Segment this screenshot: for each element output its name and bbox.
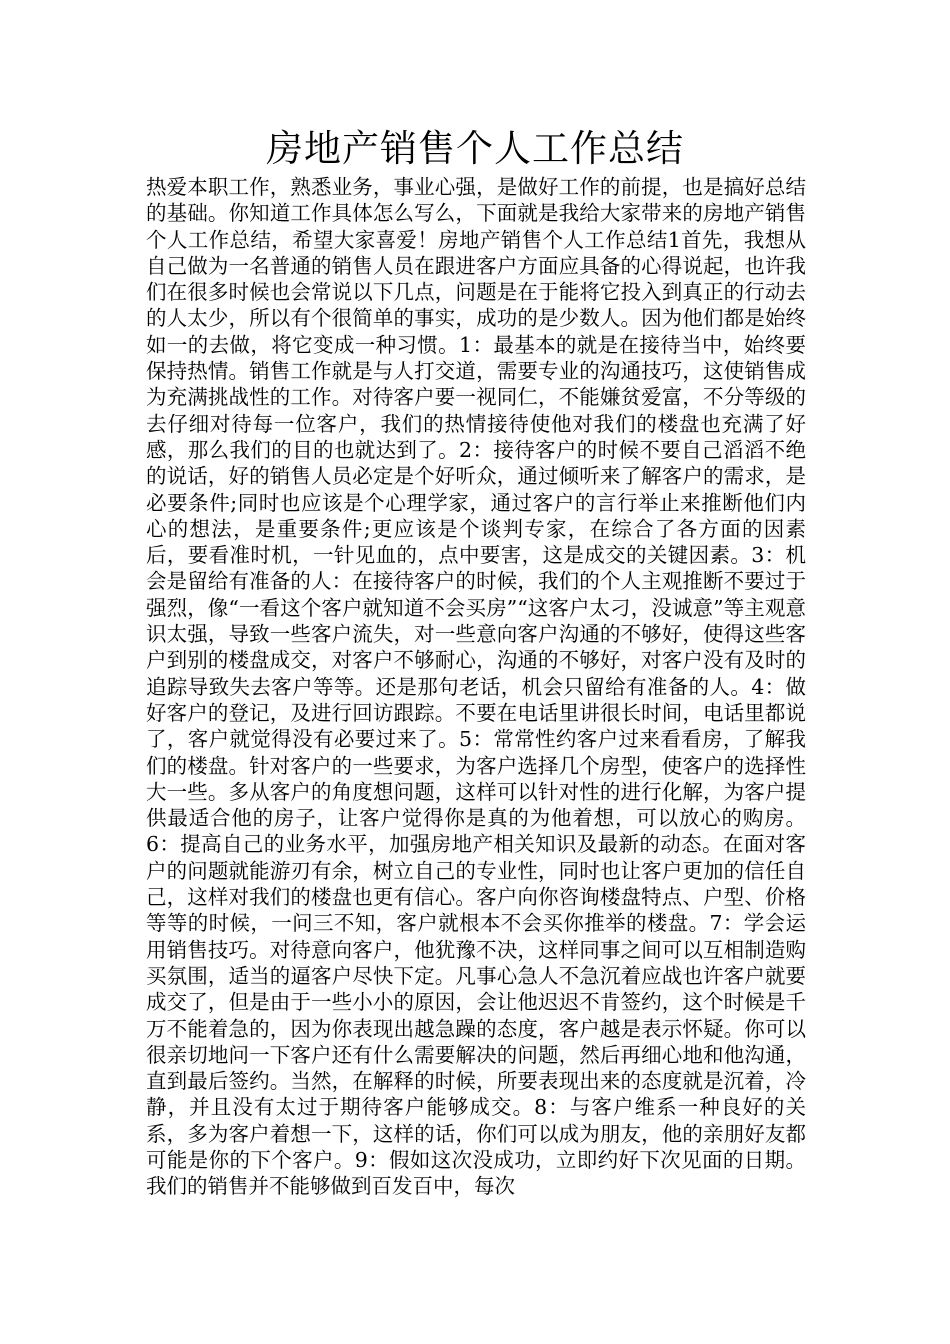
- document-title: 房地产销售个人工作总结: [266, 127, 684, 170]
- document-body: 热爱本职工作，熟悉业务，事业心强，是做好工作的前提，也是搞好总结的基础。你知道工作具体怎么写么，下面就是我给大家带来的房地产销售个人工作总结，希望大家喜爱！房地产销售个人工作总结1首先，我想从自己做为一名普通的销售人员在跟进客户方面应具备的心得说起，也许我们在很多时候也会常说以下几点，问题是在于能将它投入到真正的行动去的人太少，所以有个很简单的事实，成功的是少数人。因为他们都是始终如一的去做，将它变成一种习惯。1：最基本的就是在接待当中，始终要保持热情。销售工作就是与人打交道，需要专业的沟通技巧，这使销售成为充满挑战性的工作。对待客户要一视同仁，不能嫌贫爱富，不分等级的去仔细对待每一位客户，我们的热情接待使他对我们的楼盘也充满了好感，那么我们的目的也就达到了。2：接待客户的时候不要自己滔滔不绝的说话，好的销售人员必定是个好听众，通过倾听来了解客户的需求，是必要条件;同时也应该是个心理学家，通过客户的言行举止来推断他们内心的想法，是重要条件;更应该是个谈判专家，在综合了各方面的因素后，要看准时机，一针见血的，点中要害，这是成交的关键因素。3：机会是留给有准备的人：在接待客户的时候，我们的个人主观推断不要过于强烈，像“一看这个客户就知道不会买房”“这客户太刁，没诚意”等主观意识太强，导致一些客户流失，对一些意向客户沟通的不够好，使得这些客户到别的楼盘成交，对客户不够耐心，沟通的不够好，对客户没有及时的追踪导致失去客户等等。还是那句老话，机会只留给有准备的人。4：做好客户的登记，及进行回访跟踪。不要在电话里讲很长时间，电话里都说了，客户就觉得没有必要过来了。5：常常性约客户过来看看房，了解我们的楼盘。针对客户的一些要求，为客户选择几个房型，使客户的选择性大一些。多从客户的角度想问题，这样可以针对性的进行化解，为客户提供最适合他的房子，让客户觉得你是真的为他着想，可以放心的购房。6：提高自己的业务水平，加强房地产相关知识及最新的动态。在面对客户的问题就能游刃有余，树立自己的专业性，同时也让客户更加的信任自己，这样对我们的楼盘也更有信心。客户向你咨询楼盘特点、户型、价格等等的时候，一问三不知，客户就根本不会买你推举的楼盘。7：学会运用销售技巧。对待意向客户，他犹豫不决，这样同事之间可以互相制造购买氛围，适当的逼客户尽快下定。凡事心急人不急沉着应战也许客户就要成交了，但是由于一些小小的原因，会让他迟迟不肯签约，这个时候是千万不能着急的，因为你表现出越急躁的态度，客户越是表示怀疑。你可以很亲切地问一下客户还有什么需要解决的问题，然后再细心地和他沟通，直到最后签约。当然，在解释的时候，所要表现出来的态度就是沉着，冷静，并且没有太过于期待客户能够成交。8：与客户维系一种良好的关系，多为客户着想一下，这样的话，你们可以成为朋友，他的亲朋好友都可能是你的下个客户。9：假如这次没成功，立即约好下次见面的日期。我们的销售并不能够做到百发百中，每次: [146, 175, 806, 1199]
